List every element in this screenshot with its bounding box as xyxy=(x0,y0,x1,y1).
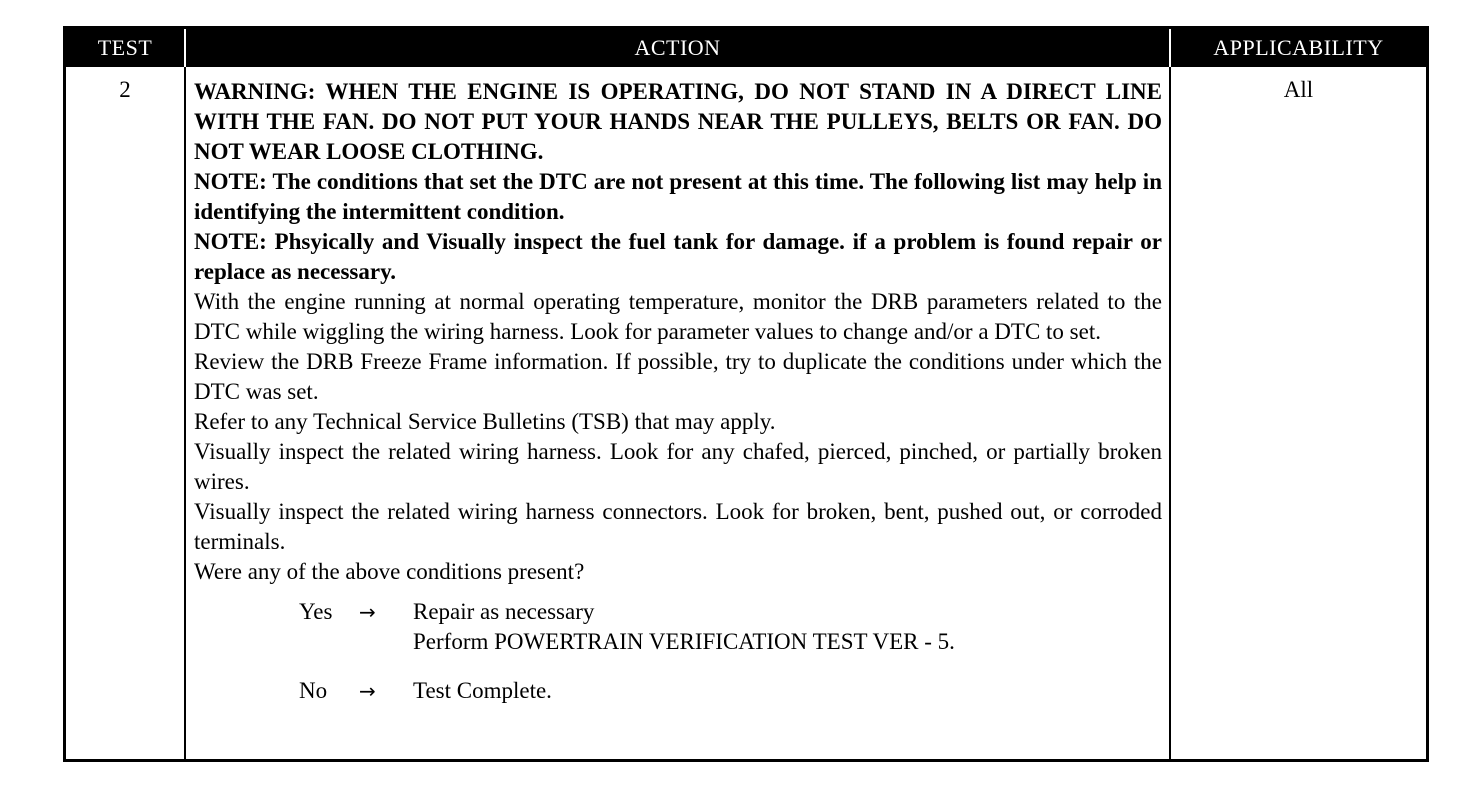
arrow-right-icon: → xyxy=(359,600,376,624)
action-note-paragraph: NOTE: Phsyically and Visually inspect the fuel tank for damage. if a problem is found repair or replace as necessary. xyxy=(194,229,1162,284)
action-note-paragraph: WARNING: WHEN THE ENGINE IS OPERATING, DO NOT STAND IN A DIRECT LINE WITH THE FAN. DO NOT PUT YOUR HANDS NEAR THE PULLEYS, BELTS OR FAN. DO NOT WEAR LOOSE CLOTHING. xyxy=(194,79,1162,164)
answer-no xyxy=(299,676,1162,706)
header-applicability: APPLICABILITY xyxy=(1213,35,1384,60)
table-row xyxy=(66,67,1426,759)
answer-label: Yes xyxy=(299,599,333,624)
answer-text xyxy=(413,597,1162,657)
action-step-paragraph: With the engine running at normal operating temperature, monitor the DRB parameters related to the DTC while wiggling the wiring harness. Look for parameter values to change and/or a DTC to set. xyxy=(194,289,1162,344)
applicability-value: All xyxy=(1283,77,1314,102)
action-cell xyxy=(186,67,1171,759)
answer-line: Repair as necessary xyxy=(413,599,595,624)
action-step-paragraph: Visually inspect the related wiring harness. Look for any chafed, pierced, pinched, or partially broken wires. xyxy=(194,439,1162,494)
action-step-paragraph: Were any of the above conditions present? xyxy=(194,559,585,584)
action-step-paragraph: Review the DRB Freeze Frame information. If possible, try to duplicate the conditions under which the DTC was set. xyxy=(194,349,1162,404)
action-step-paragraph: Visually inspect the related wiring harness connectors. Look for broken, bent, pushed out, or corroded terminals. xyxy=(194,499,1162,554)
action-note-paragraph: NOTE: The conditions that set the DTC are not present at this time. The following list may help in identifying the intermittent condition. xyxy=(194,169,1162,224)
answer-list xyxy=(299,597,1162,706)
answer-yes xyxy=(299,597,1162,657)
action-step-paragraph: Refer to any Technical Service Bulletins (TSB) that may apply. xyxy=(194,409,776,434)
header-action: ACTION xyxy=(186,29,1171,67)
table-header xyxy=(66,29,1426,67)
header-test: TEST xyxy=(66,29,186,67)
diagnostic-test-table xyxy=(63,26,1429,762)
answer-label: No xyxy=(299,678,328,703)
arrow-right-icon: → xyxy=(359,679,376,703)
action-paragraphs xyxy=(194,77,1162,587)
answer-text xyxy=(413,676,1162,706)
answer-line: Perform POWERTRAIN VERIFICATION TEST VER - 5. xyxy=(413,629,955,654)
answer-line: Test Complete. xyxy=(413,678,552,703)
test-number: 2 xyxy=(66,67,186,759)
